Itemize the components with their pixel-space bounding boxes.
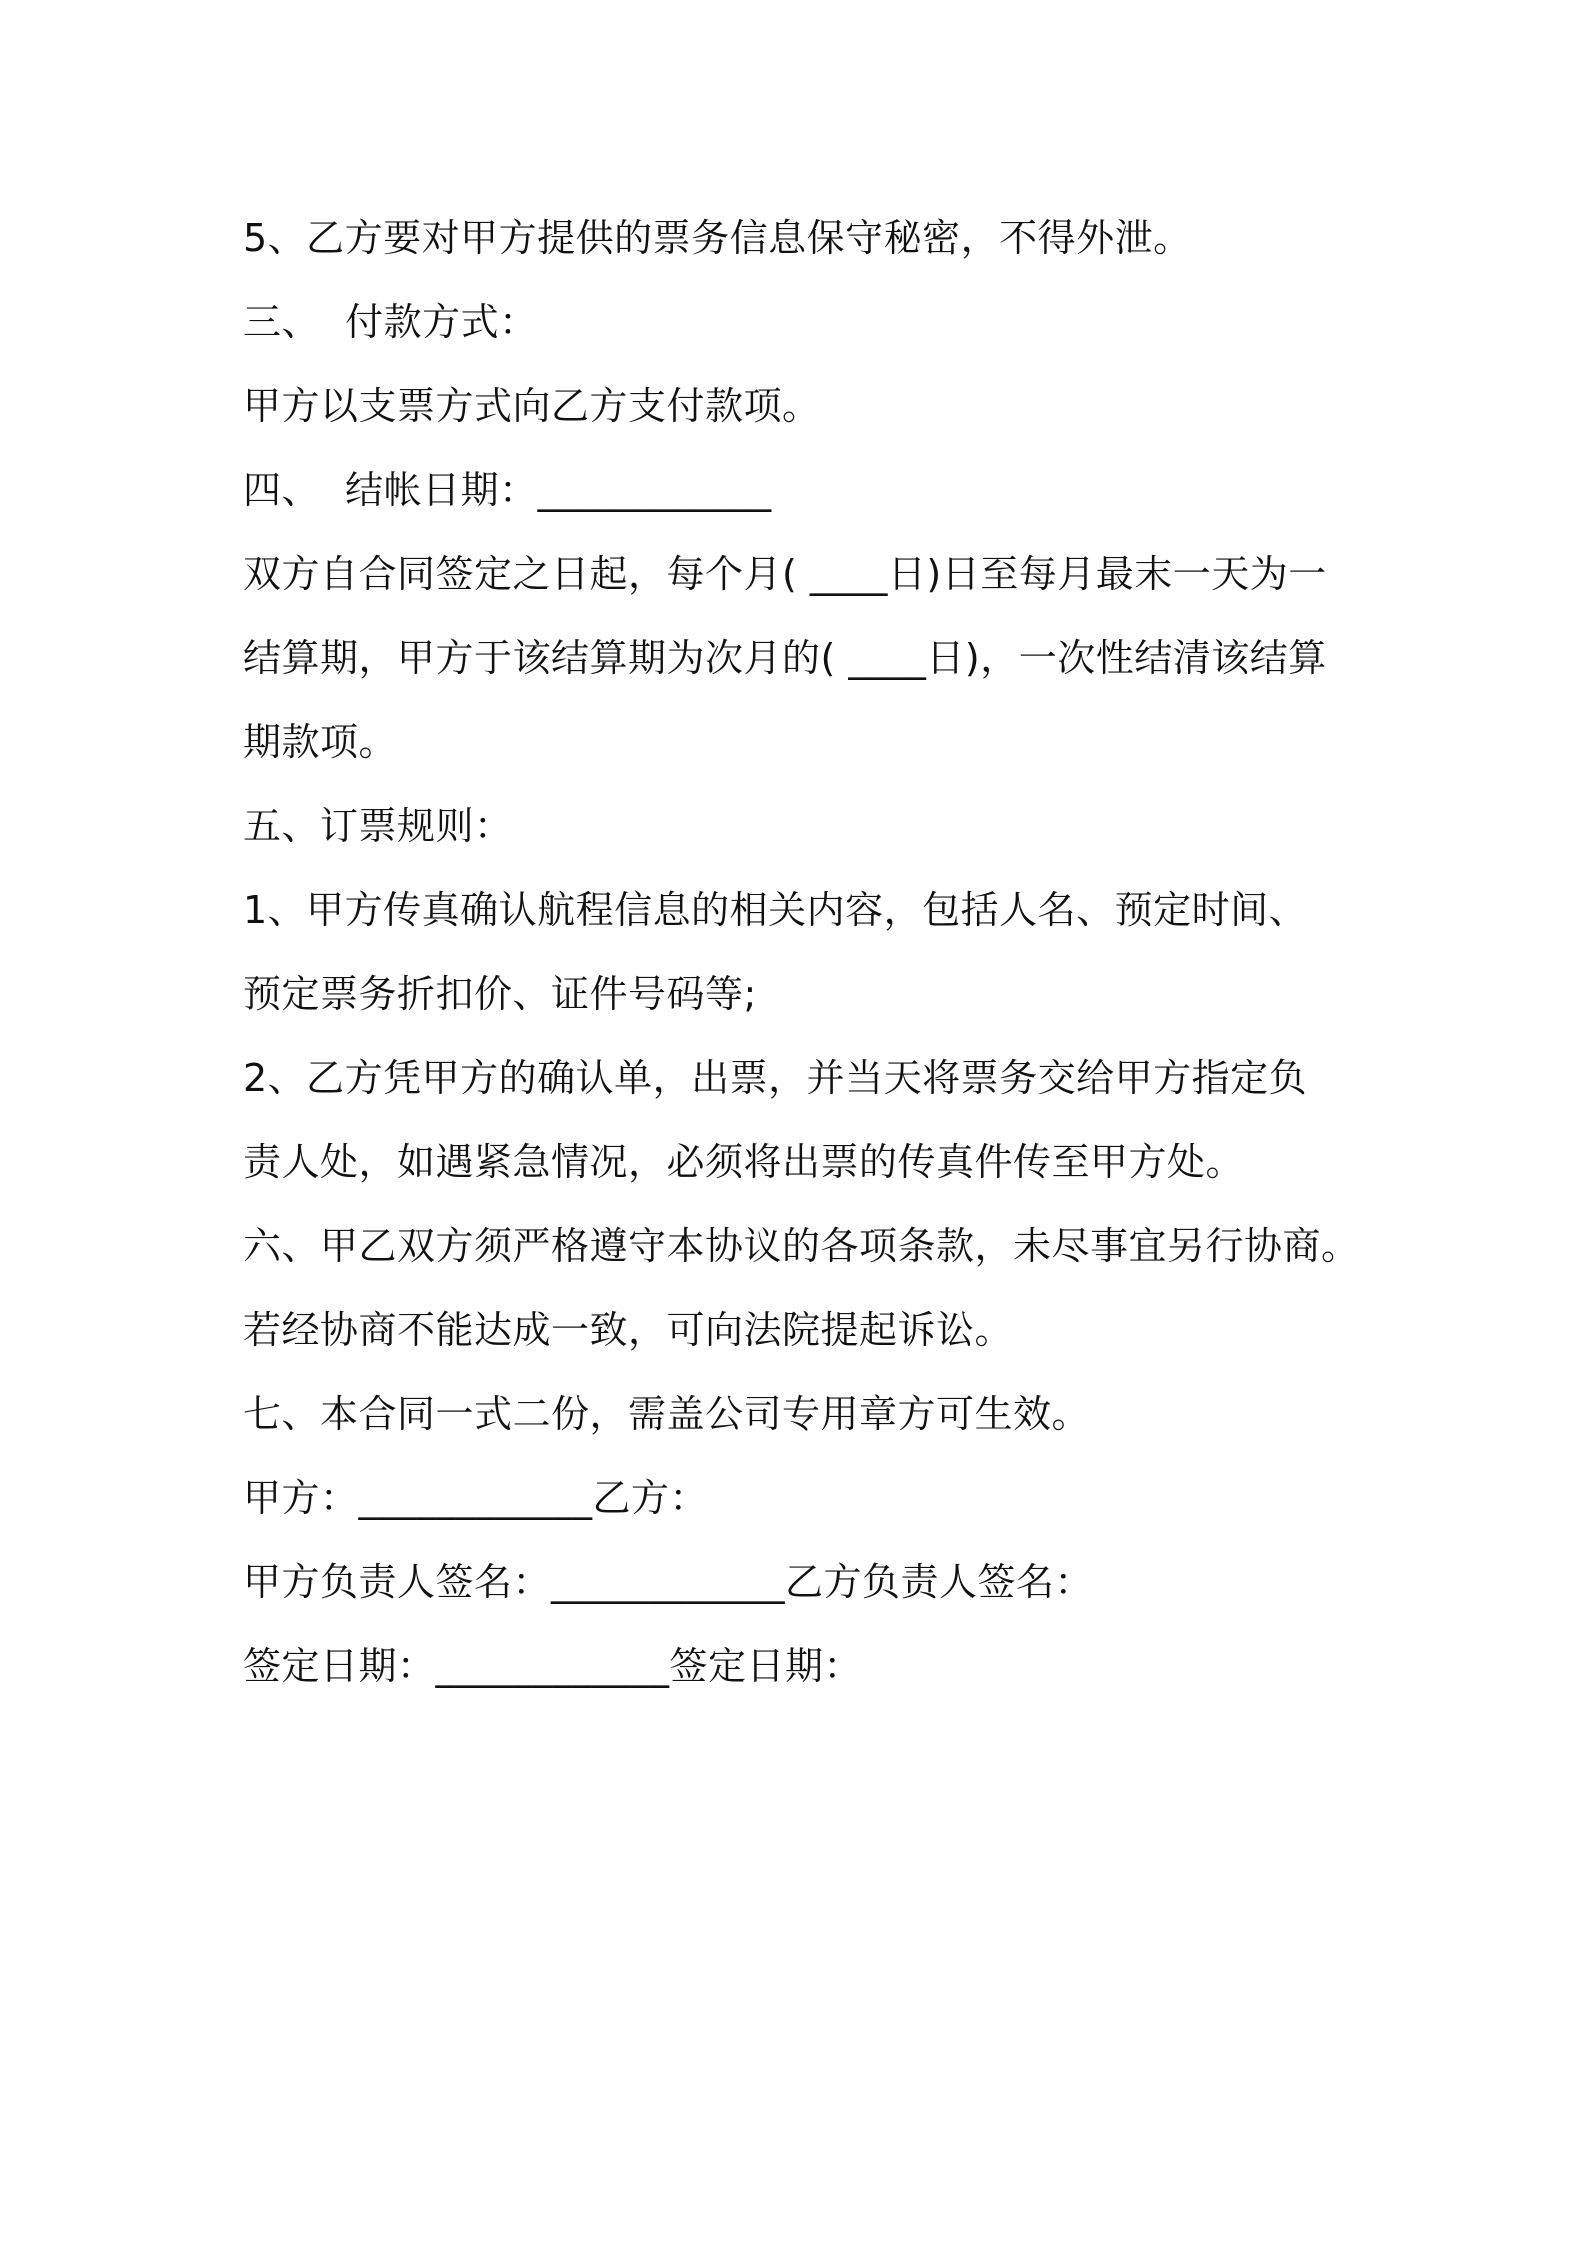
signature-dates: 签定日期：____________签定日期： — [243, 1644, 863, 1688]
section-3-heading-payment: 三、 付款方式： — [243, 300, 538, 344]
section-7-copies: 七、本合同一式二份，需盖公司专用章方可生效。 — [243, 1392, 1091, 1436]
clause-5-confidentiality: 5、乙方要对甲方提供的票务信息保守秘密，不得外泄。 — [243, 216, 1192, 260]
settlement-text-line-1: 双方自合同签定之日起，每个月( ____日)日至每月最末一天为一 — [243, 552, 1327, 596]
document-body — [243, 196, 1373, 1708]
rule-2-line-1: 2、乙方凭甲方的确认单，出票，并当天将票务交给甲方指定负 — [243, 1056, 1308, 1100]
section-6-compliance-line-1: 六、甲乙双方须严格遵守本协议的各项条款，未尽事宜另行协商。 — [243, 1224, 1360, 1268]
rule-1-line-2: 预定票务折扣价、证件号码等; — [243, 972, 757, 1016]
section-6-compliance-line-2: 若经协商不能达成一致，可向法院提起诉讼。 — [243, 1308, 1014, 1352]
section-5-heading-booking-rules: 五、订票规则： — [243, 804, 513, 848]
rule-1-line-1: 1、甲方传真确认航程信息的相关内容，包括人名、预定时间、 — [243, 888, 1308, 932]
section-4-heading-settlement: 四、 结帐日期：____________ — [243, 468, 772, 512]
rule-2-line-2: 责人处，如遇紧急情况，必须将出票的传真件传至甲方处。 — [243, 1140, 1245, 1184]
settlement-text-line-2: 结算期，甲方于该结算期为次月的( ____日)，一次性结清该结算 — [243, 636, 1327, 680]
signature-representatives: 甲方负责人签名：____________乙方负责人签名： — [243, 1560, 1094, 1604]
payment-method-text: 甲方以支票方式向乙方支付款项。 — [243, 384, 821, 428]
settlement-text-line-3: 期款项。 — [243, 720, 398, 764]
signature-parties: 甲方：____________乙方： — [243, 1476, 709, 1520]
